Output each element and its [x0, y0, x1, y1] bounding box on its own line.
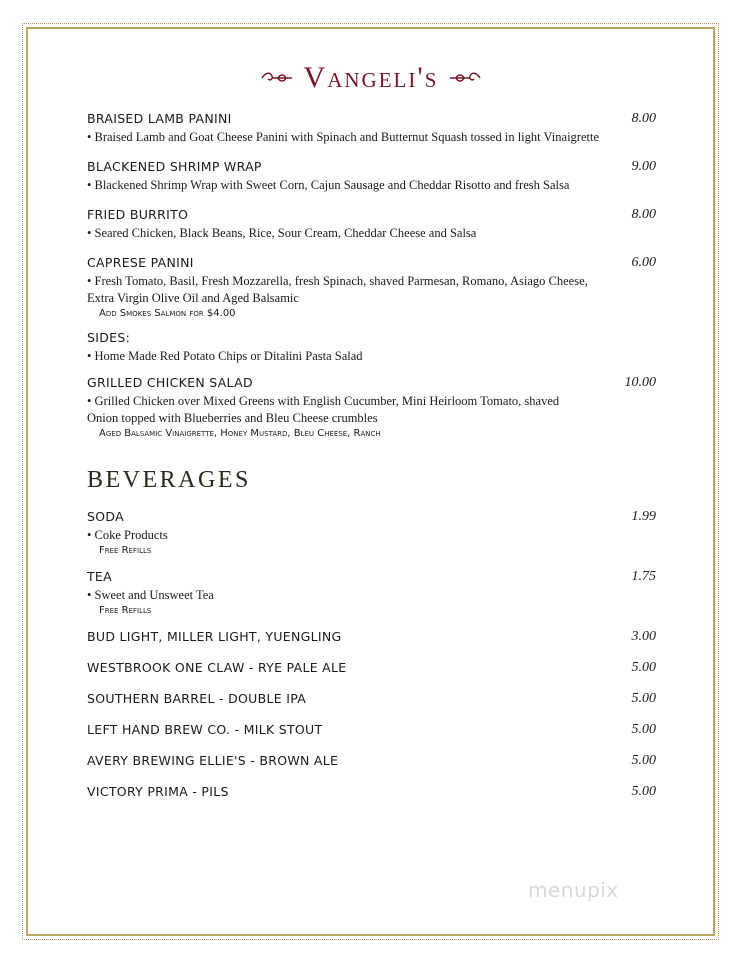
beverage-item: [87, 629, 667, 644]
restaurant-title: Vangeli's: [303, 61, 439, 94]
item-description: • Home Made Red Potato Chips or Ditalini Pasta Salad: [87, 349, 363, 363]
watermark-logo: menupix: [528, 878, 619, 902]
flourish-right-icon: [448, 71, 482, 85]
beverage-item: [87, 722, 667, 737]
menu-item: [87, 111, 667, 146]
beverage-item: [87, 691, 667, 706]
item-name: SOUTHERN BARREL - DOUBLE IPA: [87, 691, 307, 706]
item-price: 5.00: [631, 691, 656, 706]
item-name: WESTBROOK ONE CLAW - RYE PALE ALE: [87, 660, 347, 675]
item-price: 5.00: [631, 753, 656, 768]
menu-item: [87, 207, 667, 242]
item-description: • Braised Lamb and Goat Cheese Panini with Spinach and Butternut Squash tossed in light Vinaigrette: [87, 130, 599, 144]
flourish-left-icon: [260, 71, 294, 85]
item-name: LEFT HAND BREW CO. - MILK STOUT: [87, 722, 323, 737]
item-name: CAPRESE PANINI: [87, 255, 194, 270]
beverage-item: [87, 660, 667, 675]
item-name: SODA: [87, 509, 124, 524]
item-description: • Blackened Shrimp Wrap with Sweet Corn, Cajun Sausage and Cheddar Risotto and fresh Salsa: [87, 178, 570, 192]
item-name: BLACKENED SHRIMP WRAP: [87, 159, 262, 174]
item-description: • Sweet and Unsweet Tea: [87, 588, 214, 602]
item-name: BRAISED LAMB PANINI: [87, 111, 232, 126]
item-description: • Coke Products: [87, 528, 168, 542]
item-description: • Grilled Chicken over Mixed Greens with English Cucumber, Mini Heirloom Tomato, shaved Onion topped with Blueberries and Bleu Cheese crumbles: [87, 394, 560, 425]
item-price: 6.00: [631, 255, 656, 270]
item-price: 1.99: [631, 509, 656, 524]
item-description: • Fresh Tomato, Basil, Fresh Mozzarella, fresh Spinach, shaved Parmesan, Romano, Asiago Cheese, Extra Virgin Olive Oil and Aged Balsamic: [87, 274, 588, 305]
item-price: 1.75: [631, 569, 656, 584]
beverage-item: [87, 509, 667, 558]
item-price: 3.00: [631, 629, 656, 644]
item-description: • Seared Chicken, Black Beans, Rice, Sour Cream, Cheddar Cheese and Salsa: [87, 226, 477, 240]
menu-item: [87, 159, 667, 194]
item-name: TEA: [87, 569, 112, 584]
item-price: 5.00: [631, 660, 656, 675]
item-name: FRIED BURRITO: [87, 207, 189, 222]
item-price: 8.00: [631, 111, 656, 126]
menu-header: [0, 58, 742, 98]
item-note: Aged Balsamic Vinaigrette, Honey Mustard, Bleu Cheese, Ranch: [99, 428, 381, 439]
beverages-heading: BEVERAGES: [87, 467, 251, 493]
item-price: 9.00: [631, 159, 656, 174]
beverage-item: [87, 569, 667, 618]
item-note: Free Refills: [99, 545, 152, 556]
item-name: VICTORY PRIMA - PILS: [87, 784, 229, 799]
item-note: Free Refills: [99, 605, 152, 616]
item-name: SIDES:: [87, 330, 131, 345]
item-price: 8.00: [631, 207, 656, 222]
item-price: 5.00: [631, 722, 656, 737]
item-note: Add Smokes Salmon for $4.00: [99, 308, 236, 319]
item-name: AVERY BREWING ELLIE'S - BROWN ALE: [87, 753, 339, 768]
item-price: 10.00: [624, 375, 656, 390]
item-price: 5.00: [631, 784, 656, 799]
menu-item: [87, 375, 667, 441]
menu-item: [87, 255, 667, 321]
item-name: BUD LIGHT, MILLER LIGHT, YUENGLING: [87, 629, 342, 644]
beverage-item: [87, 784, 667, 799]
item-name: GRILLED CHICKEN SALAD: [87, 375, 253, 390]
beverage-item: [87, 753, 667, 768]
menu-item: [87, 330, 667, 365]
